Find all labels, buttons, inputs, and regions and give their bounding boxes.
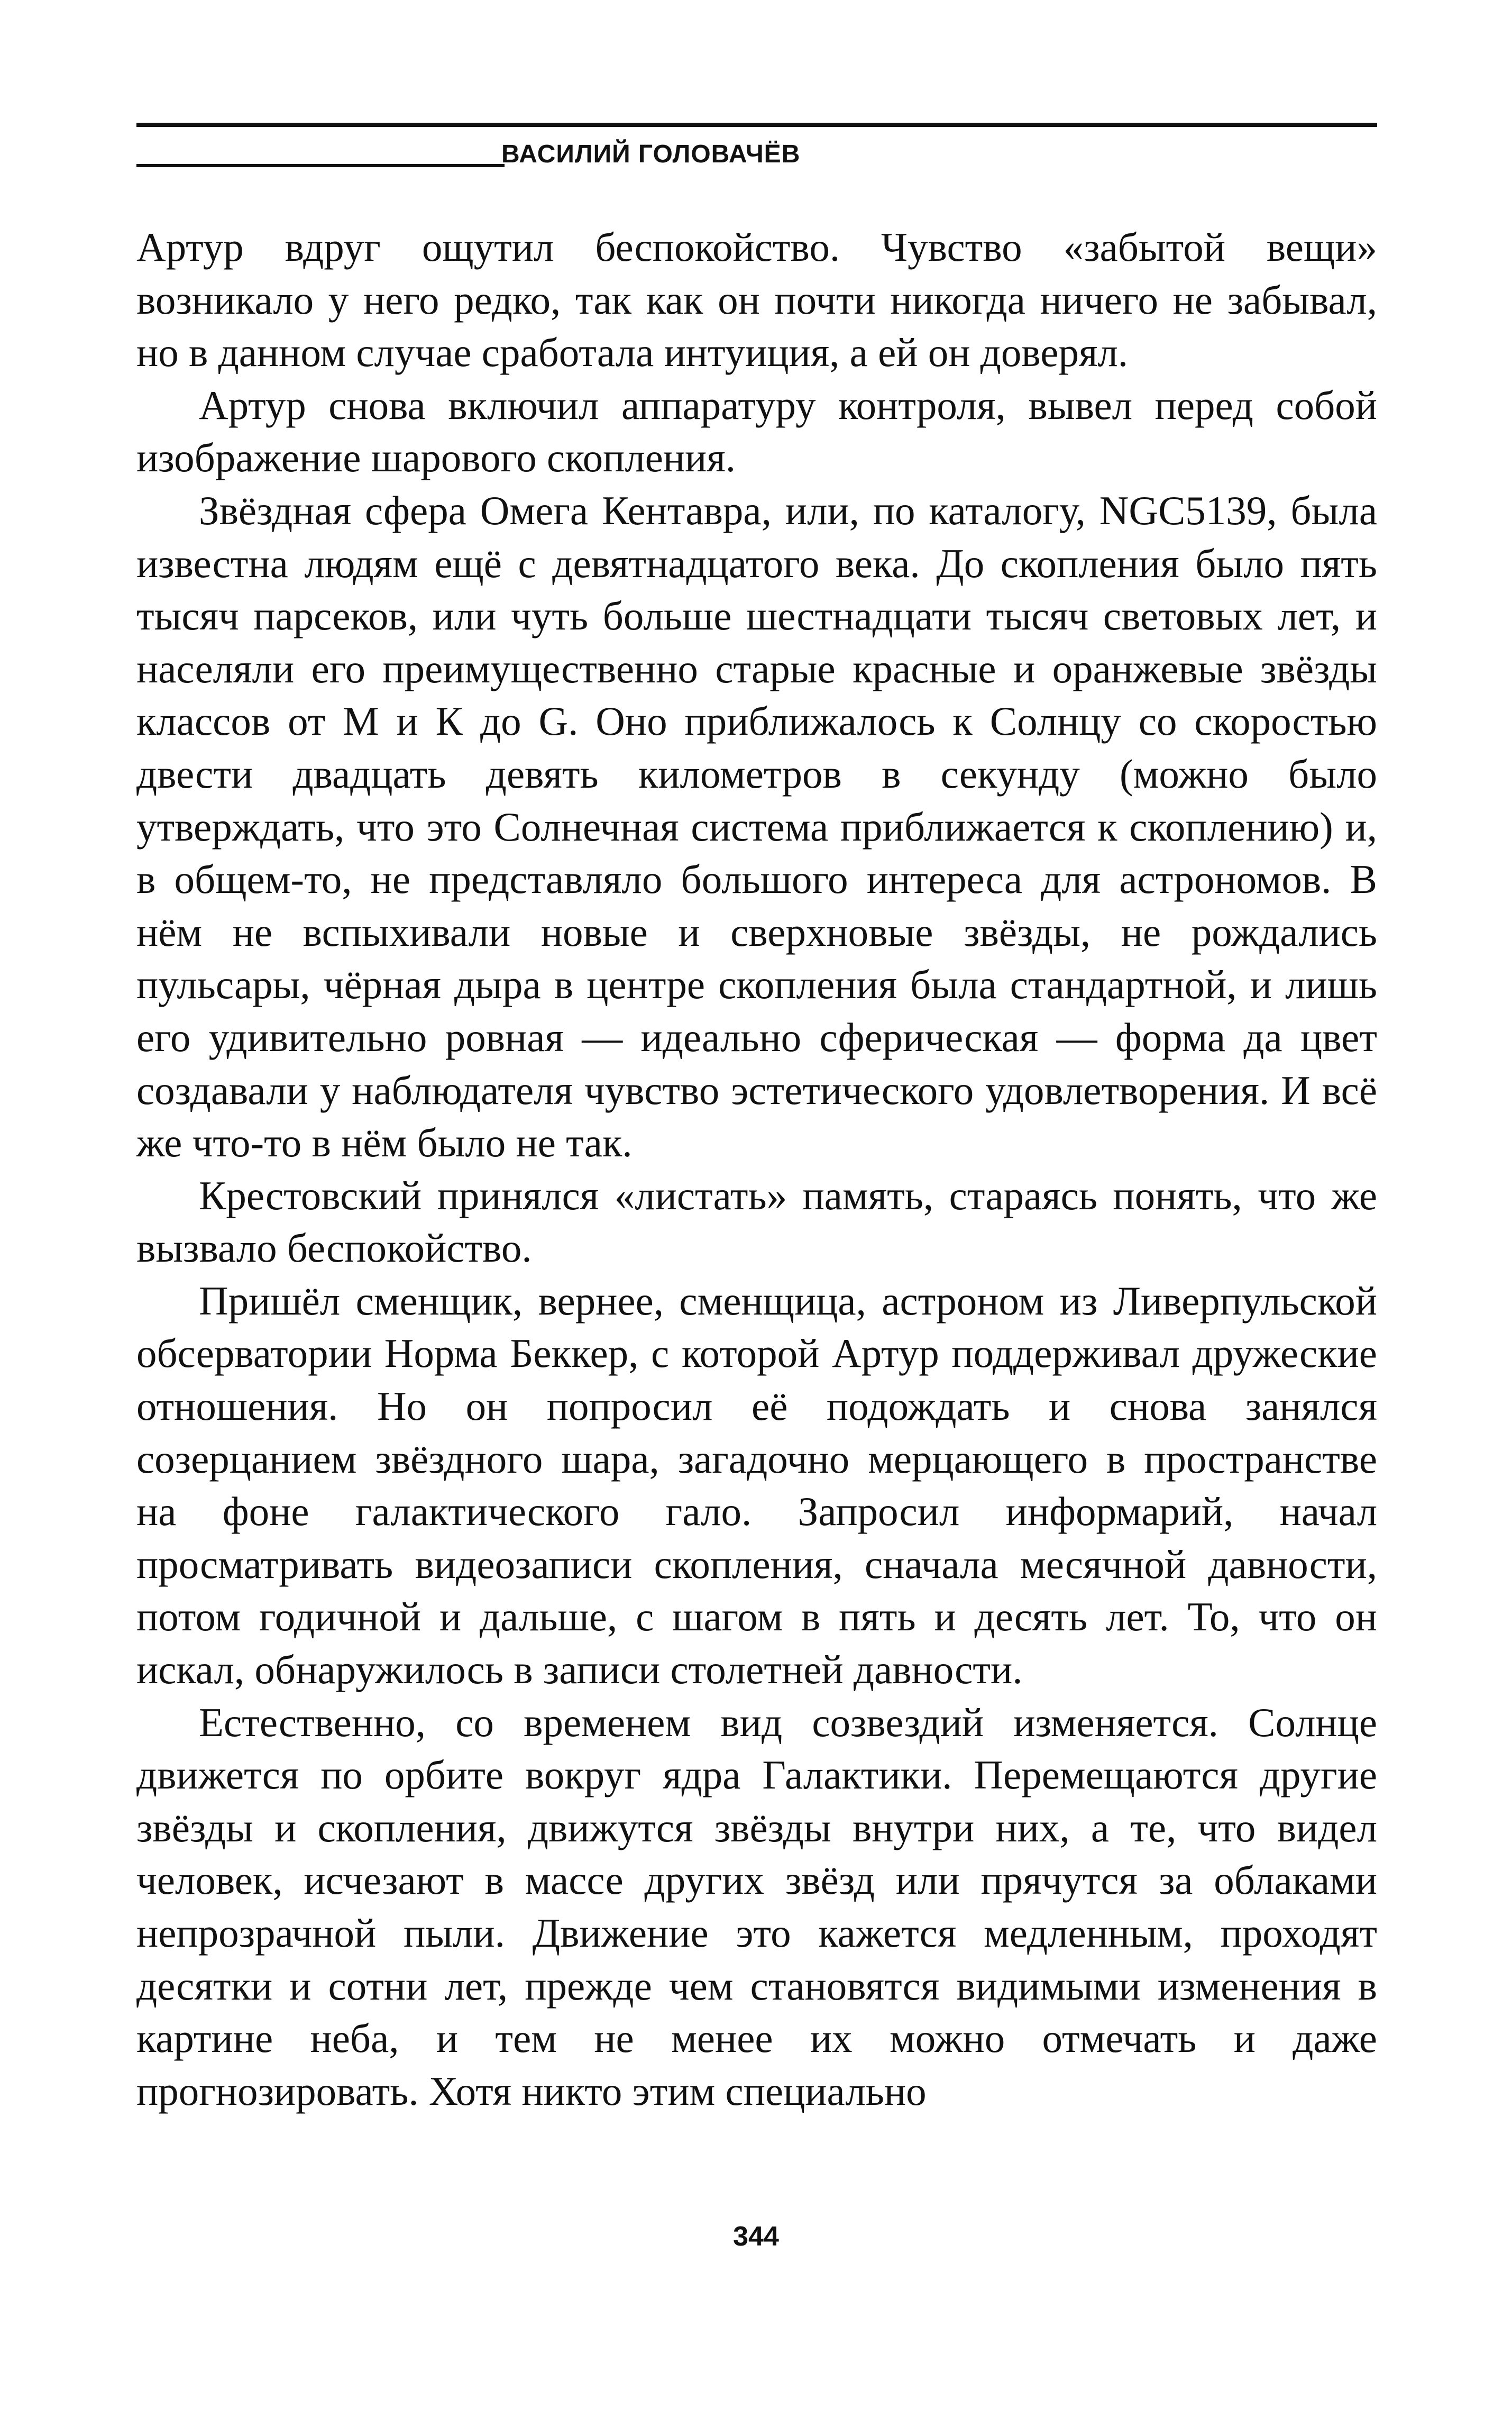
header-underline <box>136 164 505 167</box>
paragraph: Артур вдруг ощутил беспокойство. Чувство «забытой вещи» возникало у него редко, так как он почти никогда ничего не забывал, но в данном случае сработала интуиция, а ей он доверял. <box>136 224 1377 376</box>
body-text <box>136 221 1377 2118</box>
page-number: 344 <box>733 2221 779 2252</box>
paragraph: Артур снова включил аппаратуру контроля, вывел перед собой изображение шарового скопления. <box>136 382 1377 481</box>
running-header-author: ВАСИЛИЙ ГОЛОВАЧЁВ <box>501 140 801 168</box>
paragraph: Крестовский принялся «листать» память, стараясь понять, что же вызвало беспокойство. <box>136 1172 1377 1271</box>
header-rule <box>136 123 1377 127</box>
paragraph: Пришёл сменщик, вернее, сменщица, астроном из Ливерпульской обсерватории Норма Беккер, с которой Артур поддерживал дружеские отношения. Но он попросил её подождать и снова занялся созерцанием звёздного шара, загадочно мерцающего в пространстве на фоне галактического гало. Запросил информарий, начал просматривать видеозаписи скопления, сначала месячной давности, потом годичной и дальше, с шагом в пять и десять лет. То, что он искал, обнаружилось в записи столетней давности. <box>136 1278 1377 1693</box>
paragraph: Звёздная сфера Омега Кентавра, или, по каталогу, NGC5139, была известна людям ещё с девятнадцатого века. До скопления было пять тысяч парсеков, или чуть больше шестнадцати тысяч световых лет, и населяли его преимущественно старые красные и оранжевые звёзды классов от М и К до G. Оно приближалось к Солнцу со скоростью двести двадцать девять километров в секунду (можно было утверждать, что это Солнечная система приближается к скоплению) и, в общем-то, не представляло большого интереса для астрономов. В нём не вспыхивали новые и сверхновые звёзды, не рождались пульсары, чёрная дыра в центре скопления была стандартной, и лишь его удивительно ровная — идеально сферическая — форма да цвет создавали у наблюдателя чувство эстетического удовлетворения. И всё же что-то в нём было не так. <box>136 487 1377 1166</box>
running-header <box>136 139 1377 170</box>
paragraph: Естественно, со временем вид созвездий изменяется. Солнце движется по орбите вокруг ядра Галактики. Перемещаются другие звёзды и скопления, движутся звёзды внутри них, а те, что видел человек, исчезают в массе других звёзд или прячутся за облаками непрозрачной пыли. Движение это кажется медленным, проходят десятки и сотни лет, прежде чем становятся видимыми изменения в картине неба, и тем не менее их можно отмечать и даже прогнозировать. Хотя никто этим специально <box>136 1699 1377 2114</box>
